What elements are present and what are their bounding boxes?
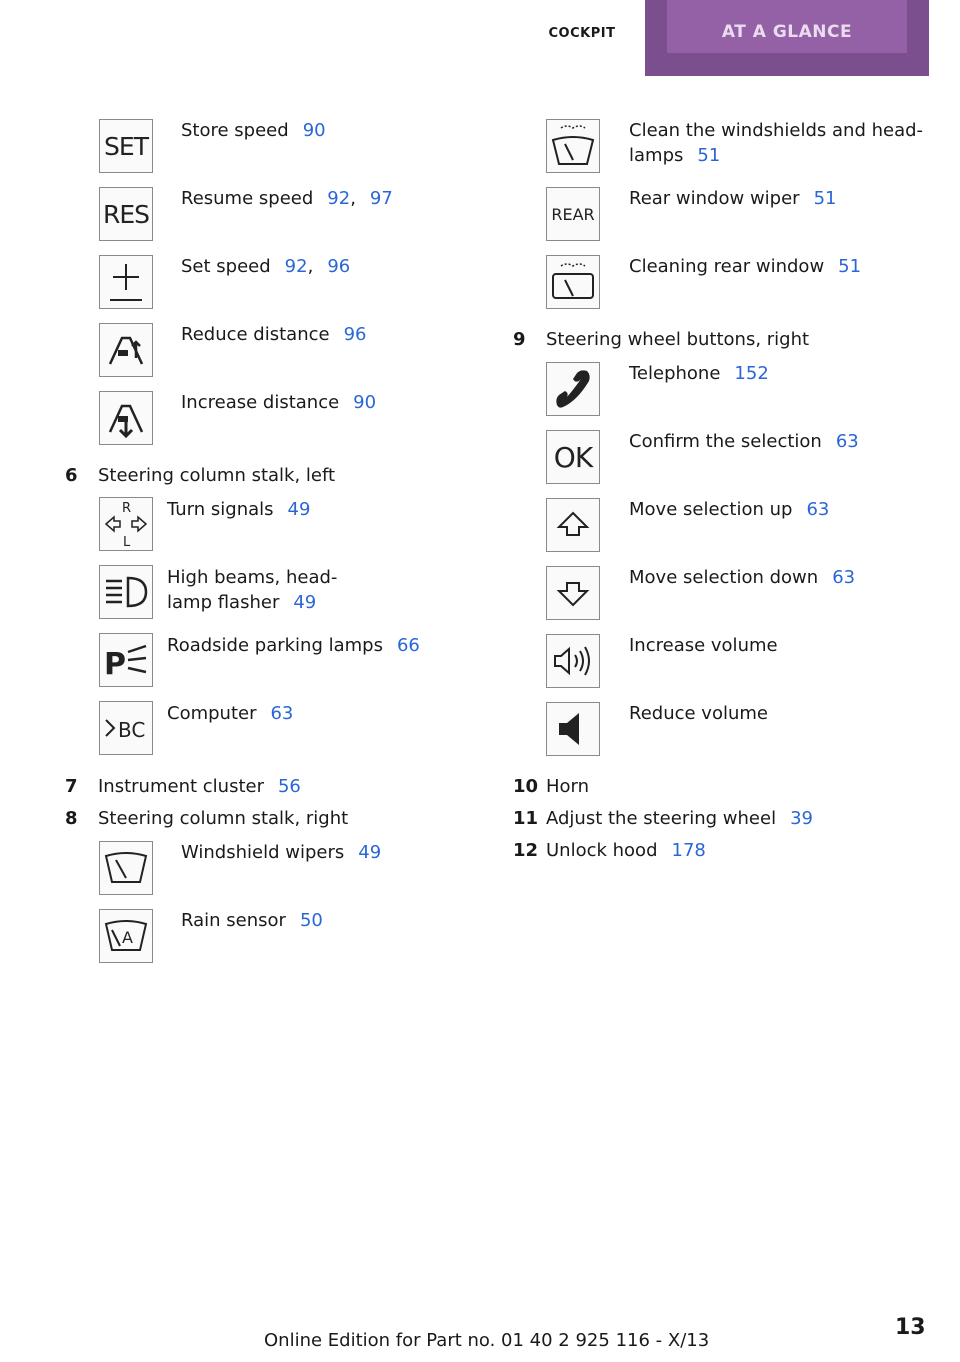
page-ref-link[interactable]: 66 bbox=[396, 635, 420, 656]
item-title: Steering column stalk, right bbox=[98, 808, 349, 829]
item-title: Steering column stalk, left bbox=[98, 465, 336, 486]
clean-windshields-label: Clean the windshields and head- lamps 51 bbox=[629, 120, 924, 166]
set-text-icon: SET bbox=[99, 119, 153, 173]
reduce-volume-label: Reduce volume bbox=[629, 703, 768, 724]
page-ref-link[interactable]: 50 bbox=[299, 910, 323, 931]
parking-lamp-icon bbox=[99, 633, 153, 687]
computer-label: Computer 63 bbox=[167, 703, 294, 724]
confirm-selection-label: Confirm the selection 63 bbox=[629, 431, 859, 452]
page-ref-link[interactable]: 178 bbox=[671, 840, 706, 861]
rear-washer-icon bbox=[546, 255, 600, 309]
turn-signal-icon bbox=[99, 497, 153, 551]
telephone-icon bbox=[546, 362, 600, 416]
page-ref-link[interactable]: 51 bbox=[697, 145, 721, 166]
page-ref-link[interactable]: 63 bbox=[806, 499, 830, 520]
page-ref-link[interactable]: 97 bbox=[369, 188, 393, 209]
item-number: 12 bbox=[513, 840, 539, 861]
rain-sensor-label: Rain sensor 50 bbox=[181, 910, 323, 931]
page-ref-link[interactable]: 152 bbox=[734, 363, 769, 384]
svg-text:BC: BC bbox=[118, 718, 146, 742]
page-ref-link[interactable]: 63 bbox=[835, 431, 859, 452]
page-ref-link[interactable]: 63 bbox=[270, 703, 294, 724]
reduce-distance-label: Reduce distance 96 bbox=[181, 324, 367, 345]
high-beams-label: High beams, head- lamp flasher 49 bbox=[167, 567, 338, 613]
item-title: Horn bbox=[546, 776, 590, 797]
plus-icon bbox=[99, 255, 153, 309]
chapter-tab bbox=[645, 0, 929, 76]
page-ref-link[interactable]: 63 bbox=[832, 567, 856, 588]
windshield-wipers-label: Windshield wipers 49 bbox=[181, 842, 382, 863]
volume-down-icon bbox=[546, 702, 600, 756]
move-down-label: Move selection down 63 bbox=[629, 567, 856, 588]
increase-volume-label: Increase volume bbox=[629, 635, 778, 656]
page-ref-link[interactable]: 90 bbox=[302, 120, 326, 141]
rear-washer-label: Cleaning rear window 51 bbox=[629, 256, 862, 277]
item-title: Adjust the steering wheel 39 bbox=[546, 808, 813, 829]
svg-text:A: A bbox=[122, 928, 133, 947]
page-ref-link[interactable]: 49 bbox=[287, 499, 311, 520]
computer-bc-icon bbox=[99, 701, 153, 755]
page-ref-link[interactable]: 90 bbox=[353, 392, 377, 413]
item-title: Steering wheel buttons, right bbox=[546, 329, 810, 350]
item-title: Instrument cluster 56 bbox=[98, 776, 301, 797]
windshield-washer-icon bbox=[546, 119, 600, 173]
reduce-distance-icon bbox=[99, 323, 153, 377]
ok-icon: OK bbox=[546, 430, 600, 484]
page-ref-link[interactable]: 49 bbox=[358, 842, 382, 863]
svg-text:L: L bbox=[123, 535, 131, 550]
page-ref-link[interactable]: 51 bbox=[838, 256, 862, 277]
footer-text: Online Edition for Part no. 01 40 2 925 116 - X/13 bbox=[264, 1330, 710, 1351]
section-label: COCKPIT bbox=[548, 26, 616, 41]
high-beam-icon bbox=[99, 565, 153, 619]
rear-wiper-icon: REAR bbox=[546, 187, 600, 241]
res-text-icon: RES bbox=[99, 187, 153, 241]
volume-up-icon bbox=[546, 634, 600, 688]
resume-speed-label: Resume speed 92, 97 bbox=[181, 188, 393, 209]
page-ref-link[interactable]: 92 bbox=[284, 256, 308, 277]
page-ref-link[interactable]: 96 bbox=[327, 256, 351, 277]
item-number: 11 bbox=[513, 808, 539, 829]
item-number: 8 bbox=[65, 808, 78, 829]
page-ref-link[interactable]: 92 bbox=[327, 188, 351, 209]
page-ref-link[interactable]: 49 bbox=[293, 592, 317, 613]
arrow-down-icon bbox=[546, 566, 600, 620]
page-number: 13 bbox=[895, 1315, 926, 1340]
item-number: 7 bbox=[65, 776, 78, 797]
set-speed-label: Set speed 92, 96 bbox=[181, 256, 351, 277]
page-ref-link[interactable]: 56 bbox=[277, 776, 301, 797]
arrow-up-icon bbox=[546, 498, 600, 552]
rear-wiper-label: Rear window wiper 51 bbox=[629, 188, 837, 209]
item-title: Unlock hood 178 bbox=[546, 840, 706, 861]
page-ref-link[interactable]: 51 bbox=[813, 188, 837, 209]
parking-lamps-label: Roadside parking lamps 66 bbox=[167, 635, 420, 656]
item-number: 6 bbox=[65, 465, 78, 486]
rain-sensor-icon bbox=[99, 909, 153, 963]
move-up-label: Move selection up 63 bbox=[629, 499, 830, 520]
page-ref-link[interactable]: 39 bbox=[790, 808, 813, 829]
svg-text:R: R bbox=[122, 501, 132, 516]
item-number: 10 bbox=[513, 776, 539, 797]
turn-signals-label: Turn signals 49 bbox=[167, 499, 311, 520]
svg-text:P: P bbox=[104, 647, 126, 682]
increase-distance-label: Increase distance 90 bbox=[181, 392, 377, 413]
increase-distance-icon bbox=[99, 391, 153, 445]
item-number: 9 bbox=[513, 329, 526, 350]
chapter-tab-label: AT A GLANCE bbox=[721, 22, 853, 42]
store-speed-label: Store speed 90 bbox=[181, 120, 326, 141]
windshield-wiper-icon bbox=[99, 841, 153, 895]
page-ref-link[interactable]: 96 bbox=[343, 324, 367, 345]
telephone-label: Telephone 152 bbox=[629, 363, 769, 384]
